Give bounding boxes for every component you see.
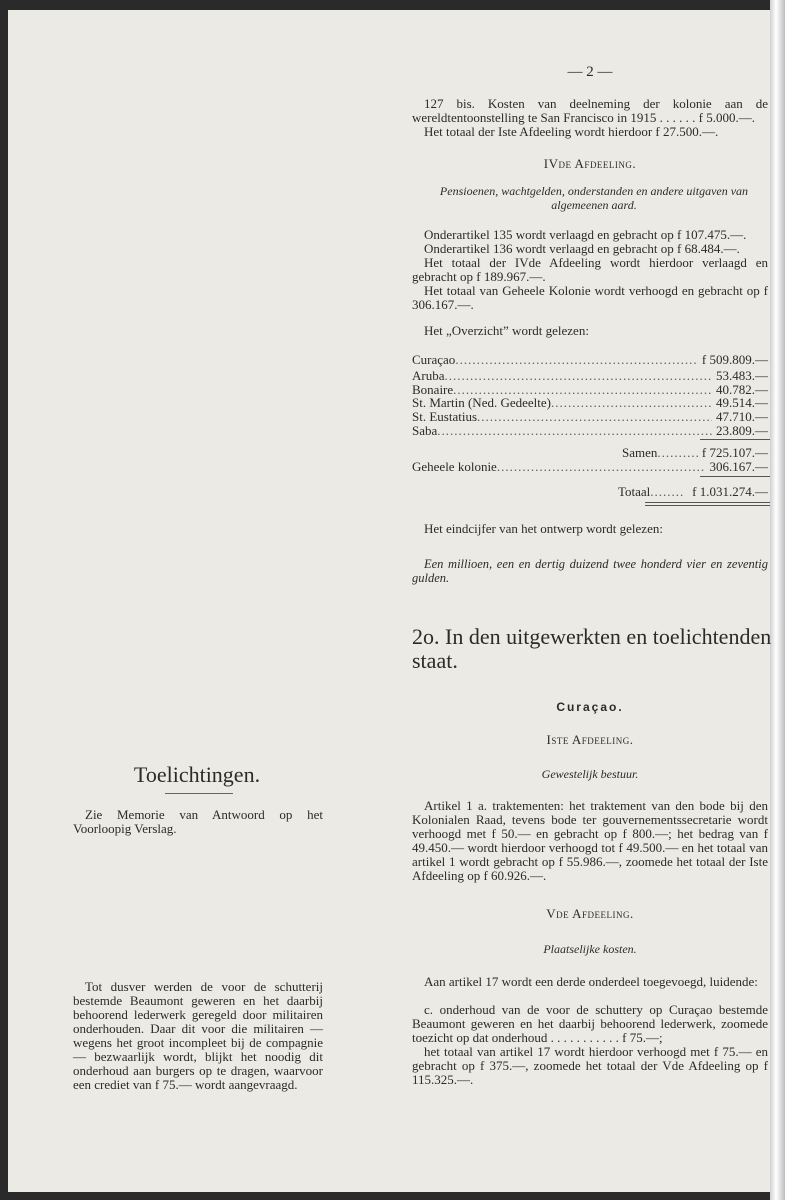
schutterij-note: Tot dusver werden de voor de schutterij bestemde Beaumont geweren en het daarbij behoorend lederwerk geregeld door militairen onderhouden. Daar dit voor die militairen — wegens het groot incompleet bij de compagnie — bezwaarlijk wordt, blijkt het noodig dit onderhoud aan burgers op te dragen, waarvoor een crediet van f 75.— wordt aangevraagd. <box>73 979 323 1092</box>
title-underline <box>165 793 233 794</box>
geheele-kolonie-total: Het totaal van Geheele Kolonie wordt verhoogd en gebracht op f 306.167.—. <box>412 283 768 312</box>
sum-rule <box>700 476 770 477</box>
overzicht-row <box>412 369 768 383</box>
samen-label: Samen <box>622 445 658 460</box>
leader-dots <box>437 424 712 438</box>
toelichtingen-title: Toelichtingen. <box>133 762 261 787</box>
overzicht-intro: Het „Overzicht” wordt gelezen: <box>424 323 589 338</box>
curacao-heading: Curaçao. <box>556 700 624 714</box>
afdeeling-i-total: Het totaal der Iste Afdeeling wordt hierdoor f 27.500.—. <box>424 124 719 139</box>
artikel-1-text: Artikel 1 a. traktementen: het traktement van den bode bij den Kolonialen Raad, tevens bode ter gouvernementssecretarie wordt verhoogd met f 50.— en gebracht op f 800.—; het bedrag van f 49.450.— wordt hierdoor verhoogd tot f 49.500.— en het totaal van artikel 1 wordt gebracht op f 55.986.—, zoomede het totaal der Iste Afdeeling op f 60.926.—. <box>412 798 768 883</box>
island-amount: 40.782.— <box>716 382 768 397</box>
island-name: St. Martin (Ned. Gedeelte) <box>412 395 551 410</box>
book-spine-edge <box>770 0 785 1200</box>
total-double-rule <box>645 502 770 503</box>
section-title: 2o. In den uitgewerkten en toelichtenden staat. <box>412 624 772 673</box>
island-name: Curaçao <box>412 352 456 367</box>
artikel-17-intro: Aan artikel 17 wordt een derde onderdeel toegevoegd, luidende: <box>424 974 758 989</box>
onderartikel-136: Onderartikel 136 wordt verlaagd en gebracht op f 68.484.—. <box>424 241 740 256</box>
island-name: Bonaire <box>412 382 454 397</box>
sum-rule <box>700 439 770 440</box>
totaal-row <box>560 485 768 499</box>
total-double-rule <box>645 505 770 506</box>
geheele-kolonie-row <box>412 460 768 474</box>
onderartikel-135: Onderartikel 135 wordt verlaagd en gebracht op f 107.475.—. <box>424 227 747 242</box>
overzicht-row <box>412 396 768 410</box>
overzicht-row <box>412 410 768 424</box>
overzicht-row <box>412 424 768 438</box>
leader-dots <box>477 410 712 424</box>
island-amount: 49.514.— <box>716 395 768 410</box>
island-amount: 47.710.— <box>716 409 768 424</box>
leader-dots <box>551 396 712 410</box>
overzicht-row <box>412 353 768 367</box>
eindcijfer-text: Een millioen, een en dertig duizend twee honderd vier en zeventig gulden. <box>412 557 768 585</box>
totaal-label: Totaal <box>618 484 651 499</box>
subtitle-afdeeling-i: Gewestelijk bestuur. <box>541 767 639 781</box>
leader-dots: .......... <box>657 446 700 460</box>
island-amount: f 509.809.— <box>701 352 768 367</box>
artikel-127-bis: 127 bis. Kosten van deelneming der kolonie aan de wereldtentoonstelling te San Francisco in 1915 . . . . . . f 5.000.—. <box>412 96 768 125</box>
page-number: — 2 — <box>567 64 613 80</box>
eindcijfer-intro: Het eindcijfer van het ontwerp wordt gelezen: <box>424 521 663 536</box>
leader-dots <box>455 353 698 367</box>
heading-afdeeling-i: Iste Afdeeling. <box>546 732 634 747</box>
heading-afdeeling-v: Vde Afdeeling. <box>546 906 634 921</box>
totaal-amount: f 1.031.274.— <box>692 484 768 499</box>
subtitle-afdeeling-v: Plaatselijke kosten. <box>543 942 637 956</box>
leader-dots <box>497 460 706 474</box>
island-name: St. Eustatius <box>412 409 478 424</box>
samen-row <box>560 446 768 460</box>
island-name: Saba <box>412 423 438 438</box>
island-amount: 53.483.— <box>716 368 768 383</box>
island-amount: 23.809.— <box>716 423 768 438</box>
geheele-kolonie-label: Geheele kolonie <box>412 459 497 474</box>
memorie-note: Zie Memorie van Antwoord op het Voorloopig Verslag. <box>73 807 323 836</box>
artikel-17-total: het totaal van artikel 17 wordt hierdoor verhoogd met f 75.— en gebracht op f 375.—, zoomede het totaal der Vde Afdeeling op f 115.325.—. <box>412 1044 768 1087</box>
afdeeling-iv-total: Het totaal der IVde Afdeeling wordt hierdoor verlaagd en gebracht op f 189.967.—. <box>412 255 768 284</box>
heading-afdeeling-iv: IVde Afdeeling. <box>543 156 637 171</box>
island-name: Aruba <box>412 368 445 383</box>
subtitle-afdeeling-iv: Pensioenen, wachtgelden, onderstanden en andere uitgaven van algemeenen aard. <box>439 184 749 212</box>
samen-amount: f 725.107.— <box>701 445 768 460</box>
artikel-17-onderdeel-c: c. onderhoud van de voor de schuttery op Curaçao bestemde Beaumont geweren en het daarbij behoorend lederwerk, zoomede toezicht op dat onderhoud . . . . . . . . . . . f 75.—; <box>412 1002 768 1045</box>
leader-dots <box>445 369 713 383</box>
geheele-kolonie-amount: 306.167.— <box>709 459 768 474</box>
leader-dots: ........ <box>650 485 685 499</box>
